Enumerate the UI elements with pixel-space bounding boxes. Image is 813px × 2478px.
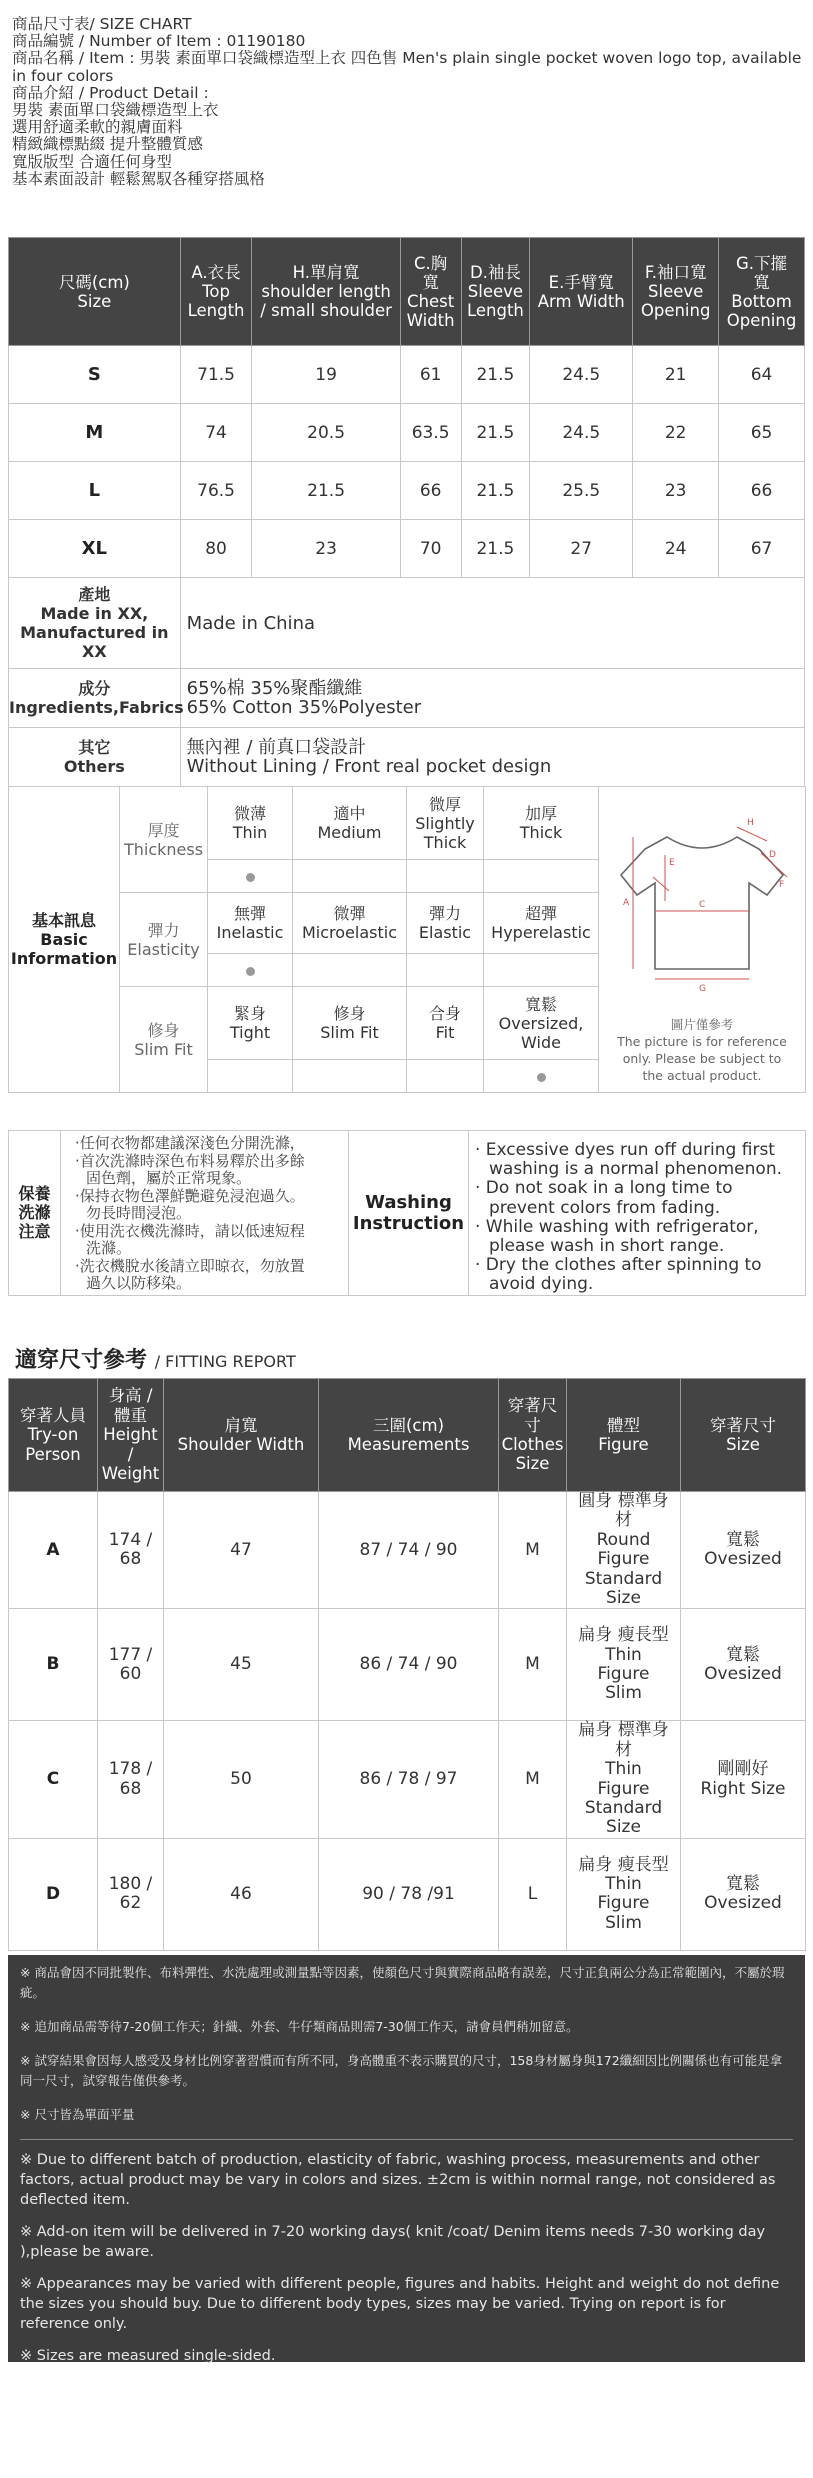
table-row [9,520,805,578]
header-line: 男裝 素面單口袋織標造型上衣 [12,101,219,120]
value-cell: 19 [252,346,400,404]
others-value: 無內裡 / 前真口袋設計 Without Lining / Front real pocket design [180,728,804,787]
origin-row [9,578,805,669]
value-cell: 61 [400,346,461,404]
header-cell: C.胸 寬 Chest Width [400,238,461,346]
value-cell: 23 [633,462,719,520]
header-line: 精緻織標點綴 提升整體質感 [12,135,203,154]
clothes-size-cell: M [499,1609,567,1721]
notes-divider [20,2139,793,2140]
fit-option: 緊身 Tight [208,987,293,1060]
selected-dot [537,1073,546,1082]
fit-cell: 寬鬆 Ovesized [681,1609,806,1721]
value-cell: 66 [719,462,805,520]
table-row [9,462,805,520]
header-cell: 尺碼(cm) Size [9,238,181,346]
table-row [9,1838,806,1950]
figure-cell: 扁身 標準身 材 Thin Figure Standard Size [567,1721,681,1838]
value-cell: 21 [633,346,719,404]
value-cell: 21.5 [461,346,530,404]
elasticity-option: 微彈 Microelastic [293,893,407,954]
fit-option: 修身 Slim Fit [293,987,407,1060]
elasticity-marker [208,954,293,987]
header-cell: 三圍(cm) Measurements [319,1379,499,1492]
size-cell: XL [9,520,181,578]
note-zh: ※ 試穿結果會因每人感受及身材比例穿著習慣而有所不同，身高體重不表示購買的尺寸，158身材屬身與172纖細因比例關係也有可能是拿同一尺寸，試穿報告僅供參考。 [20,2053,783,2088]
fit-marker [293,1060,407,1093]
fit-cell: 剛剛好 Right Size [681,1721,806,1838]
thickness-option: 加厚 Thick [484,787,599,860]
shoulder-cell: 45 [164,1609,319,1721]
person-cell: A [9,1492,98,1609]
fit-label: 修身 Slim Fit [120,987,208,1093]
fitting-report-title: 適穿尺寸參考 / FITTING REPORT [15,1348,296,1373]
header-line: 寬版版型 合適任何身型 [12,152,172,171]
origin-label: 產地 Made in XX, Manufactured in XX [9,578,181,669]
table-row [9,404,805,462]
table-row [9,1721,806,1838]
fit-cell: 寬鬆 Ovesized [681,1492,806,1609]
thickness-marker [208,860,293,893]
elasticity-option: 無彈 Inelastic [208,893,293,954]
header-line: 商品名稱 / Item : 男裝 素面單口袋織標造型上衣 四色售 Men's plain single pocket woven logo top, available in four colors [12,49,802,85]
tshirt-diagram [607,801,797,1006]
others-row [9,728,805,787]
size-cell: M [9,404,181,462]
person-cell: D [9,1838,98,1950]
value-cell: 65 [719,404,805,462]
care-list-zh: ·任何衣物都建議深淺色分開洗滌， ·首次洗滌時深色布料易釋於出多餘 固色劑，屬於正常現象。 ·保持衣物色澤鮮艷避免浸泡過久。 勿長時間浸泡。 ·使用洗衣機洗滌時，請以低速短程 洗滌。 ·洗衣機脫水後請立即晾衣，勿放置 過久以防移染。 [61,1131,349,1296]
fit-marker [407,1060,484,1093]
product-header [12,16,804,188]
diagram-letter: A [623,898,630,908]
diagram-letter: F [779,880,785,890]
fitting-report-table [8,1378,806,1951]
notes-panel [8,1955,805,2362]
fit-option: 合身 Fit [407,987,484,1060]
height-weight-cell: 180 / 62 [98,1838,164,1950]
basic-info-title: 基本訊息 Basic Information [9,787,120,1093]
header-cell: 體型 Figure [567,1379,681,1492]
thickness-option: 微厚 Slightly Thick [407,787,484,860]
value-cell: 76.5 [180,462,252,520]
thickness-marker [293,860,407,893]
picture-note: 圖片僅參考 The picture is for reference only. Please be subject to the actual product. [617,1017,787,1083]
table-row [9,1492,806,1609]
figure-cell: 扁身 瘦長型 Thin Figure Slim [567,1609,681,1721]
fit-marker [484,1060,599,1093]
figure-cell: 圓身 標準身 材 Round Figure Standard Size [567,1492,681,1609]
header-cell: 肩寬 Shoulder Width [164,1379,319,1492]
diagram-letter: E [669,858,675,868]
elasticity-marker [407,954,484,987]
value-cell: 71.5 [180,346,252,404]
header-line: 商品尺寸表/ SIZE CHART [12,15,192,33]
garment-diagram-panel [599,787,806,1093]
person-cell: C [9,1721,98,1838]
size-cell: L [9,462,181,520]
height-weight-cell: 177 / 60 [98,1609,164,1721]
figure-cell: 扁身 瘦長型 Thin Figure Slim [567,1838,681,1950]
note-zh: ※ 商品會因不同批製作、布料彈性、水洗處理或測量點等因素，使顏色尺寸與實際商品略有誤差，尺寸正負兩公分為正常範圍內，不屬於瑕疵。 [20,1965,785,2000]
diagram-letter: H [747,818,754,828]
fabric-label: 成分 Ingredients,Fabrics [9,669,181,728]
value-cell: 21.5 [252,462,400,520]
header-cell: A.衣長 Top Length [180,238,252,346]
value-cell: 70 [400,520,461,578]
measurements-cell: 87 / 74 / 90 [319,1492,499,1609]
header-cell: E.手臂寬 Arm Width [530,238,633,346]
fit-cell: 寬鬆 Ovesized [681,1838,806,1950]
elasticity-marker [484,954,599,987]
care-label-en: Washing Instruction [349,1131,469,1296]
header-cell: F.袖口寬 Sleeve Opening [633,238,719,346]
header-cell: G.下擺 寬 Bottom Opening [719,238,805,346]
value-cell: 24.5 [530,346,633,404]
thickness-option: 適中 Medium [293,787,407,860]
value-cell: 74 [180,404,252,462]
note-en: ※ Due to different batch of production, elasticity of fabric, washing process, measurements and other factors, actual product may be vary in colors and sizes. ±2cm is within normal range, not considered as deflected item. [20,2152,776,2208]
thickness-label: 厚度 Thickness [120,787,208,893]
elasticity-marker [293,954,407,987]
washing-table [8,1130,806,1296]
value-cell: 64 [719,346,805,404]
value-cell: 24.5 [530,404,633,462]
thickness-marker [484,860,599,893]
value-cell: 23 [252,520,400,578]
basic-info-table [8,786,806,1093]
measurements-cell: 86 / 78 / 97 [319,1721,499,1838]
note-zh: ※ 尺寸皆為單面平量 [20,2107,135,2122]
note-en: ※ Appearances may be varied with different people, figures and habits. Height and weight do not define the sizes you should buy. Due to different body types, sizes may be varied. Trying on report is for reference only. [20,2276,780,2332]
value-cell: 21.5 [461,520,530,578]
diagram-letter: C [699,900,706,910]
value-cell: 21.5 [461,404,530,462]
thickness-marker [407,860,484,893]
note-en: ※ Sizes are measured single-sided. [20,2348,276,2364]
elasticity-label: 彈力 Elasticity [120,893,208,987]
header-line: 基本素面設計 輕鬆駕馭各種穿搭風格 [12,169,265,188]
measurements-cell: 86 / 74 / 90 [319,1609,499,1721]
header-cell: 穿著人員 Try-on Person [9,1379,98,1492]
origin-value: Made in China [180,578,804,669]
header-line: 商品編號 / Number of Item : 01190180 [12,32,306,51]
measurements-cell: 90 / 78 /91 [319,1838,499,1950]
value-cell: 24 [633,520,719,578]
header-cell: 穿著尺 寸 Clothes Size [499,1379,567,1492]
height-weight-cell: 178 / 68 [98,1721,164,1838]
care-list-en: · Excessive dyes run off during first washing is a normal phenomenon. · Do not soak in a long time to prevent colors from fading. · While washing with refrigerator, please wash in short range. · Dry the clothes after spinning to avoid dying. [469,1131,806,1296]
fit-option: 寬鬆 Oversized, Wide [484,987,599,1060]
header-cell: 穿著尺寸 Size [681,1379,806,1492]
value-cell: 67 [719,520,805,578]
shoulder-cell: 47 [164,1492,319,1609]
thickness-option: 微薄 Thin [208,787,293,860]
person-cell: B [9,1609,98,1721]
value-cell: 21.5 [461,462,530,520]
clothes-size-cell: L [499,1838,567,1950]
care-label-zh: 保養 洗滌 注意 [9,1131,61,1296]
table-row [9,1609,806,1721]
selected-dot [246,967,255,976]
size-chart-header [9,238,805,346]
header-cell: H.單肩寬 shoulder length / small shoulder [252,238,400,346]
value-cell: 66 [400,462,461,520]
header-cell: D.袖長 Sleeve Length [461,238,530,346]
value-cell: 63.5 [400,404,461,462]
header-line: 商品介紹 / Product Detail : [12,83,209,102]
value-cell: 80 [180,520,252,578]
value-cell: 27 [530,520,633,578]
clothes-size-cell: M [499,1492,567,1609]
header-cell: 身高 / 體重 Height / Weight [98,1379,164,1492]
diagram-letter: G [699,984,706,994]
note-en: ※ Add-on item will be delivered in 7-20 working days( knit /coat/ Denim items needs 7-30 working day ),please be aware. [20,2224,766,2260]
others-label: 其它 Others [9,728,181,787]
fabric-value: 65%棉 35%聚酯纖維 65% Cotton 35%Polyester [180,669,804,728]
size-chart-table [8,237,805,787]
table-row [9,346,805,404]
shoulder-cell: 50 [164,1721,319,1838]
diagram-letter: D [769,850,776,860]
elasticity-option: 彈力 Elastic [407,893,484,954]
clothes-size-cell: M [499,1721,567,1838]
size-cell: S [9,346,181,404]
value-cell: 20.5 [252,404,400,462]
value-cell: 25.5 [530,462,633,520]
value-cell: 22 [633,404,719,462]
fabric-row [9,669,805,728]
shoulder-cell: 46 [164,1838,319,1950]
selected-dot [246,873,255,882]
elasticity-option: 超彈 Hyperelastic [484,893,599,954]
header-line: 選用舒適柔軟的親膚面料 [12,118,183,137]
fit-marker [208,1060,293,1093]
note-zh: ※ 追加商品需等待7-20個工作天；針織、外套、牛仔類商品則需7-30個工作天，請會員們稍加留意。 [20,2019,579,2034]
height-weight-cell: 174 / 68 [98,1492,164,1609]
